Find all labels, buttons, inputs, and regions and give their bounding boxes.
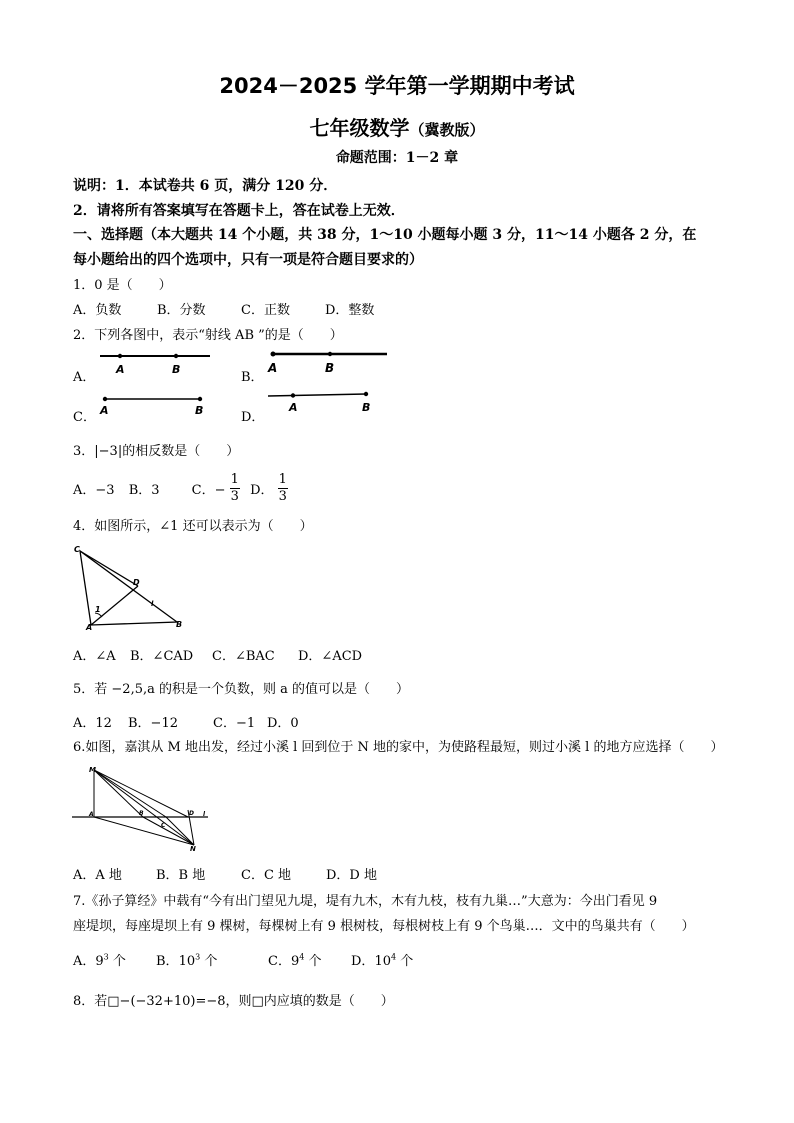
q6-label-n: N (190, 845, 196, 852)
q4-triangle-figure (72, 543, 187, 631)
q6-label-l: l (203, 811, 206, 818)
q2-option-d[interactable]: D． (241, 410, 265, 425)
q6-label-c: C (161, 822, 166, 829)
q6-stream-figure (70, 760, 215, 852)
q6-stem: 6.如图，嘉淇从 M 地出发，经过小溪 l 回到位于 N 地的家中，为使路程最短，则过小溪 l 的地方应选择（ ） (73, 740, 724, 755)
q2-figure-d (268, 392, 370, 414)
q4-label-1: 1 (95, 605, 101, 614)
q2-figure-a (100, 354, 210, 376)
q4-label-a: A (86, 623, 93, 631)
q3-stem-pre: 3． (73, 444, 95, 459)
q3-option-d-fraction (278, 472, 288, 505)
q7-option-a[interactable]: A．$9^3$ 个 (73, 952, 126, 969)
q5-option-c[interactable]: C．−1 (213, 716, 256, 731)
q7-d-base: 10 (374, 954, 391, 969)
q6-option-a[interactable]: A．A 地 (73, 868, 122, 883)
q2-figures (90, 340, 400, 420)
q7-stem-line1: 7.《孙子算经》中载有“今有出门望见九堤，堤有九木，木有九枝，枝有九巢…”大意为：今出门看见 9 (73, 894, 658, 909)
q3-d-numerator: 1 (278, 472, 287, 487)
edition-text: （冀教版） (409, 121, 485, 139)
exam-scope: 命题范围：1－2 章 (335, 150, 459, 166)
q7-c-base: 9 (290, 954, 300, 969)
q4-label-b: B (176, 620, 183, 629)
q2-figure-b (267, 352, 387, 376)
q4-label-d: D (133, 578, 140, 587)
q8-stem: 8．若□−(−32+10)=−8，则□内应填的数是（ ） (73, 994, 394, 1009)
q3-option-d-label: D． (250, 483, 274, 498)
q2-option-a[interactable]: A． (73, 370, 96, 385)
q7-a-base: 9 (95, 954, 104, 969)
q5-option-b[interactable]: B．−12 (128, 716, 178, 731)
q3-abs-value: |−3| (94, 444, 123, 459)
q7-b-exp: 3 (195, 952, 201, 962)
q4-option-c[interactable]: C．∠BAC (212, 649, 275, 664)
q4-option-b[interactable]: B．∠CAD (130, 649, 194, 664)
q4-label-l: l (151, 600, 154, 608)
q4-stem: 4．如图所示，∠1 还可以表示为（ ） (73, 519, 313, 534)
q7-a-exp: 3 (103, 952, 109, 962)
q2-figure-c (99, 397, 203, 417)
q6-label-a: A (89, 811, 94, 818)
q7-b-unit: 个 (204, 954, 218, 969)
q2b-label-b: B (325, 361, 335, 375)
q2c-label-a: A (100, 404, 109, 417)
q2-option-b[interactable]: B． (241, 370, 264, 385)
q2-option-c[interactable]: C． (73, 410, 96, 425)
q2b-label-a: A (268, 361, 278, 375)
q1-option-d[interactable]: D．整数 (325, 303, 375, 318)
q3-stem-post: 的相反数是（ ） (122, 444, 240, 459)
q3-option-d[interactable] (250, 472, 288, 505)
q3-c-denominator: 3 (230, 489, 239, 504)
q3-option-c[interactable] (192, 472, 240, 505)
q4-option-a[interactable]: A．∠A (73, 649, 116, 664)
q2a-label-a: A (116, 363, 125, 376)
q3-option-b[interactable]: B．3 (128, 483, 160, 498)
q6-label-m: M (89, 766, 96, 774)
q4-label-c: C (74, 545, 80, 554)
q7-stem-line2: 座堤坝，每座堤坝上有 9 棵树，每棵树上有 9 根树枝，每根树枝上有 9 个鸟巢…．文中的鸟巢共有（ ） (73, 919, 695, 934)
q7-d-unit: 个 (400, 954, 414, 969)
q2d-label-b: B (362, 401, 371, 414)
q3-options (73, 472, 288, 505)
q7-option-b[interactable]: B．$10^3$ 个 (156, 952, 218, 969)
q2c-label-b: B (195, 404, 204, 417)
exam-title: 2024－2025 学年第一学期期中考试 (219, 74, 575, 98)
q3-d-denominator: 3 (278, 489, 287, 504)
q7-a-unit: 个 (112, 954, 126, 969)
section-heading-line1: 一、选择题（本大题共 14 个小题，共 38 分，1～10 小题每小题 3 分，11～14 小题各 2 分，在 (73, 227, 697, 243)
exam-subtitle (0, 112, 794, 141)
q1-option-b[interactable]: B．分数 (157, 303, 206, 318)
q5-option-a[interactable]: A．12 (73, 716, 112, 731)
q5-stem: 5．若 −2,5,a 的积是一个负数，则 a 的值可以是（ ） (73, 682, 410, 697)
q6-label-d: D (189, 810, 194, 817)
q1-option-a[interactable]: A．负数 (73, 303, 122, 318)
q5-option-d[interactable]: D．0 (267, 716, 299, 731)
q7-c-unit: 个 (308, 954, 322, 969)
note-1: 说明：1．本试卷共 6 页，满分 120 分． (73, 178, 338, 194)
q3-c-numerator: 1 (230, 472, 239, 487)
q2d-label-a: A (289, 401, 298, 414)
q7-b-base: 10 (178, 954, 196, 969)
q7-option-d[interactable]: D．$10^4$ 个 (351, 952, 414, 969)
q1-option-c[interactable]: C．正数 (241, 303, 290, 318)
q7-c-exp: 4 (299, 952, 305, 962)
q6-option-c[interactable]: C．C 地 (241, 868, 292, 883)
q3-option-a[interactable]: A．−3 (73, 483, 115, 498)
q7-d-exp: 4 (390, 952, 397, 962)
q1-stem: 1．0 是（ ） (73, 278, 172, 293)
q2a-label-b: B (172, 363, 181, 376)
section-heading-line2: 每小题给出的四个选项中，只有一项是符合题目要求的） (73, 252, 423, 268)
q6-label-b: B (139, 810, 144, 817)
q7-option-c[interactable]: C．$9^4$ 个 (268, 952, 322, 969)
q3-option-c-label: C．− (191, 483, 226, 498)
q3-stem (73, 440, 239, 459)
q3-option-c-fraction (230, 472, 240, 505)
subtitle-text: 七年级数学 (309, 116, 410, 140)
q6-option-d[interactable]: D．D 地 (326, 868, 377, 883)
q4-option-d[interactable]: D．∠ACD (298, 649, 363, 664)
q6-option-b[interactable]: B．B 地 (156, 868, 206, 883)
q2-stem: 2．下列各图中，表示“射线 AB ”的是（ ） (73, 328, 343, 343)
note-2: 2．请将所有答案填写在答题卡上，答在试卷上无效． (73, 203, 405, 219)
